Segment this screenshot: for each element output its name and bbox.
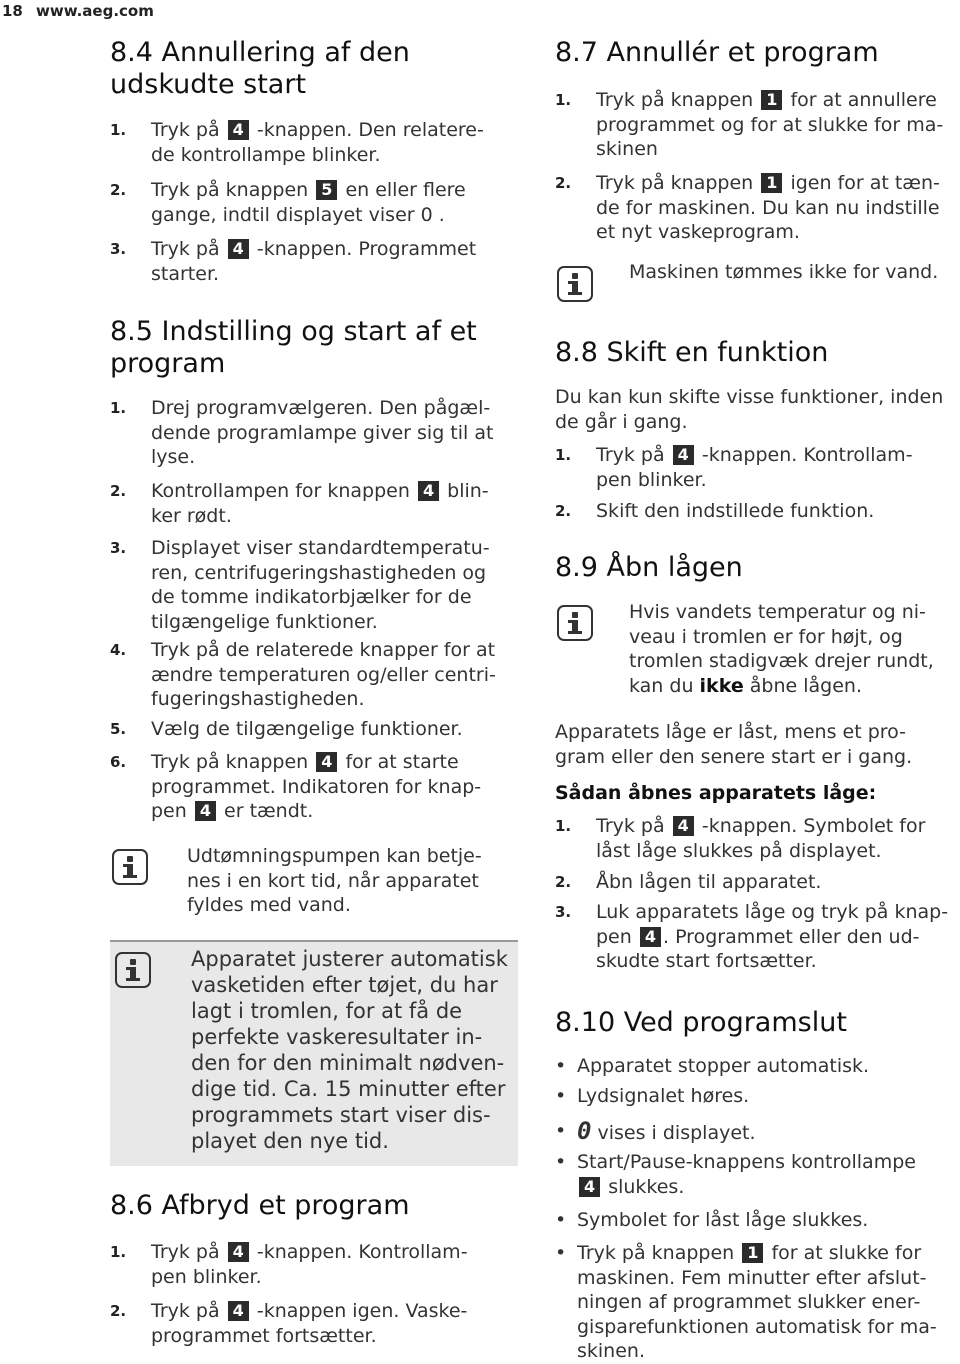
s89-subheading: Sådan åbnes apparatets låge: [555, 782, 877, 804]
s88-step-1: 1. Tryk på 4 -knappen. Kontrollam- pen blinker. [555, 444, 913, 491]
section-8-4-title-line1: 8.4 Annullering af den [110, 37, 410, 68]
s89-step-2: 2. Åbn lågen til apparatet. [555, 871, 822, 893]
s85-step-6: 6. Tryk på knappen 4 for at starte programmet. Indikatoren for knap- pen 4 er tændt. [110, 751, 482, 822]
s85-step-2: 2. Kontrollampen for knappen 4 blin- ker rødt. [110, 480, 489, 527]
key-4-icon: 4 [579, 1177, 600, 1197]
bullet-item: • Start/Pause-knappens kontrollampe 4 slukkes. [555, 1151, 916, 1198]
bullet-item: • Symbolet for låst låge slukkes. [555, 1209, 869, 1231]
bullet-item: • 0 vises i displayet. [555, 1117, 756, 1145]
s84-step-2: 2. Tryk på knappen 5 en eller flere gange, indtil displayet viser 0 . [110, 179, 466, 226]
key-4-icon: 4 [418, 481, 439, 501]
s88-intro: Du kan kun skifte visse funktioner, inden de går i gang. [555, 386, 944, 433]
key-1-icon: 1 [761, 90, 782, 110]
section-8-4-title-line2: udskudte start [110, 69, 307, 100]
section-8-5-title-line1: 8.5 Indstilling og start af et [110, 316, 477, 347]
info-note-water: Maskinen tømmes ikke for vand. [629, 261, 939, 283]
s89-step-3: 3. Luk apparatets låge og tryk på knap- pen 4 . Programmet eller den ud- skudte start fortsætter. [555, 901, 949, 972]
key-4-icon: 4 [316, 752, 337, 772]
section-8-5-title-line2: program [110, 348, 226, 379]
s85-step-4: 4. Tryk på de relaterede knapper for at ændre temperaturen og/eller centri- fugeringshastigheden. [110, 639, 496, 710]
info-icon [112, 849, 148, 885]
bullet-item: • Lydsignalet høres. [555, 1085, 750, 1107]
s84-step-1: 1. Tryk på 4 -knappen. Den relatere- de kontrollampe blinker. [110, 119, 484, 166]
s86-step-1: 1. Tryk på 4 -knappen. Kontrollam- pen blinker. [110, 1241, 468, 1288]
s85-step-3: 3. Displayet viser standardtemperatu- ren, centrifugeringshastigheden og de tomme indikatorbjælker for de tilgængelige funktioner. [110, 537, 490, 633]
info-note-door: Hvis vandets temperatur og ni- veau i tromlen er for højt, og tromlen stadigvæk drejer rundt, kan du ikke åbne lågen. [629, 601, 934, 697]
s87-step-2: 2. Tryk på knappen 1 igen for at tæn- de for maskinen. Du kan nu indstille et nyt vaskeprogram. [555, 172, 940, 243]
s87-step-1: 1. Tryk på knappen 1 for at annullere programmet og for at slukke for ma- skinen [555, 89, 944, 160]
key-1-icon: 1 [761, 173, 782, 193]
section-8-9-title: 8.9 Åbn lågen [555, 552, 743, 583]
s89-step-1: 1. Tryk på 4 -knappen. Symbolet for låst låge slukkes på displayet. [555, 815, 926, 862]
header-url[interactable]: www.aeg.com [36, 2, 154, 20]
key-1-icon: 1 [742, 1243, 763, 1263]
key-4-icon: 4 [228, 239, 249, 259]
key-4-icon: 4 [228, 120, 249, 140]
key-4-icon: 4 [195, 801, 216, 821]
section-8-6-title: 8.6 Afbryd et program [110, 1190, 410, 1221]
info-icon [557, 266, 593, 302]
section-8-7-title: 8.7 Annullér et program [555, 37, 879, 68]
info-note-pump: Udtømningspumpen kan betje- nes i en kort tid, når apparatet fyldes med vand. [187, 845, 482, 916]
s88-step-2: 2. Skift den indstillede funktion. [555, 500, 875, 522]
key-4-icon: 4 [228, 1301, 249, 1321]
display-zero-glyph: 0 [577, 1117, 592, 1145]
page-number: 18 [2, 2, 23, 20]
bullet-item: • Apparatet stopper automatisk. [555, 1055, 870, 1077]
s85-step-1: 1. Drej programvælgeren. Den pågæl- dende programlampe giver sig til at lyse. [110, 397, 494, 468]
s85-step-5: 5. Vælg de tilgængelige funktioner. [110, 718, 463, 740]
info-icon [557, 605, 593, 641]
section-8-8-title: 8.8 Skift en funktion [555, 337, 829, 368]
key-4-icon: 4 [673, 816, 694, 836]
key-4-icon: 4 [673, 445, 694, 465]
s89-paragraph: Apparatets låge er låst, mens et pro- gram eller den senere start er i gang. [555, 721, 913, 768]
s84-step-3: 3. Tryk på 4 -knappen. Programmet starter. [110, 238, 477, 285]
section-8-10-title: 8.10 Ved programslut [555, 1007, 847, 1038]
s86-step-2: 2. Tryk på 4 -knappen igen. Vaske- programmet fortsætter. [110, 1300, 468, 1347]
key-5-icon: 5 [316, 180, 337, 200]
info-note-auto-time: Apparatet justerer automatisk vasketiden efter tøjet, du har lagt i tromlen, for at få de perfekte vaskeresultater in- den for den minimalt nødven- dige tid. Ca. 15 minutter efter programmets start viser dis- playet den nye tid. [191, 947, 508, 1153]
bullet-item: • Tryk på knappen 1 for at slukke for maskinen. Fem minutter efter afslut- ningen af programmet slukker ener- gisparefunktionen automatisk for ma- skinen. [555, 1242, 937, 1362]
key-4-icon: 4 [640, 927, 661, 947]
key-4-icon: 4 [228, 1242, 249, 1262]
info-icon [115, 952, 151, 988]
